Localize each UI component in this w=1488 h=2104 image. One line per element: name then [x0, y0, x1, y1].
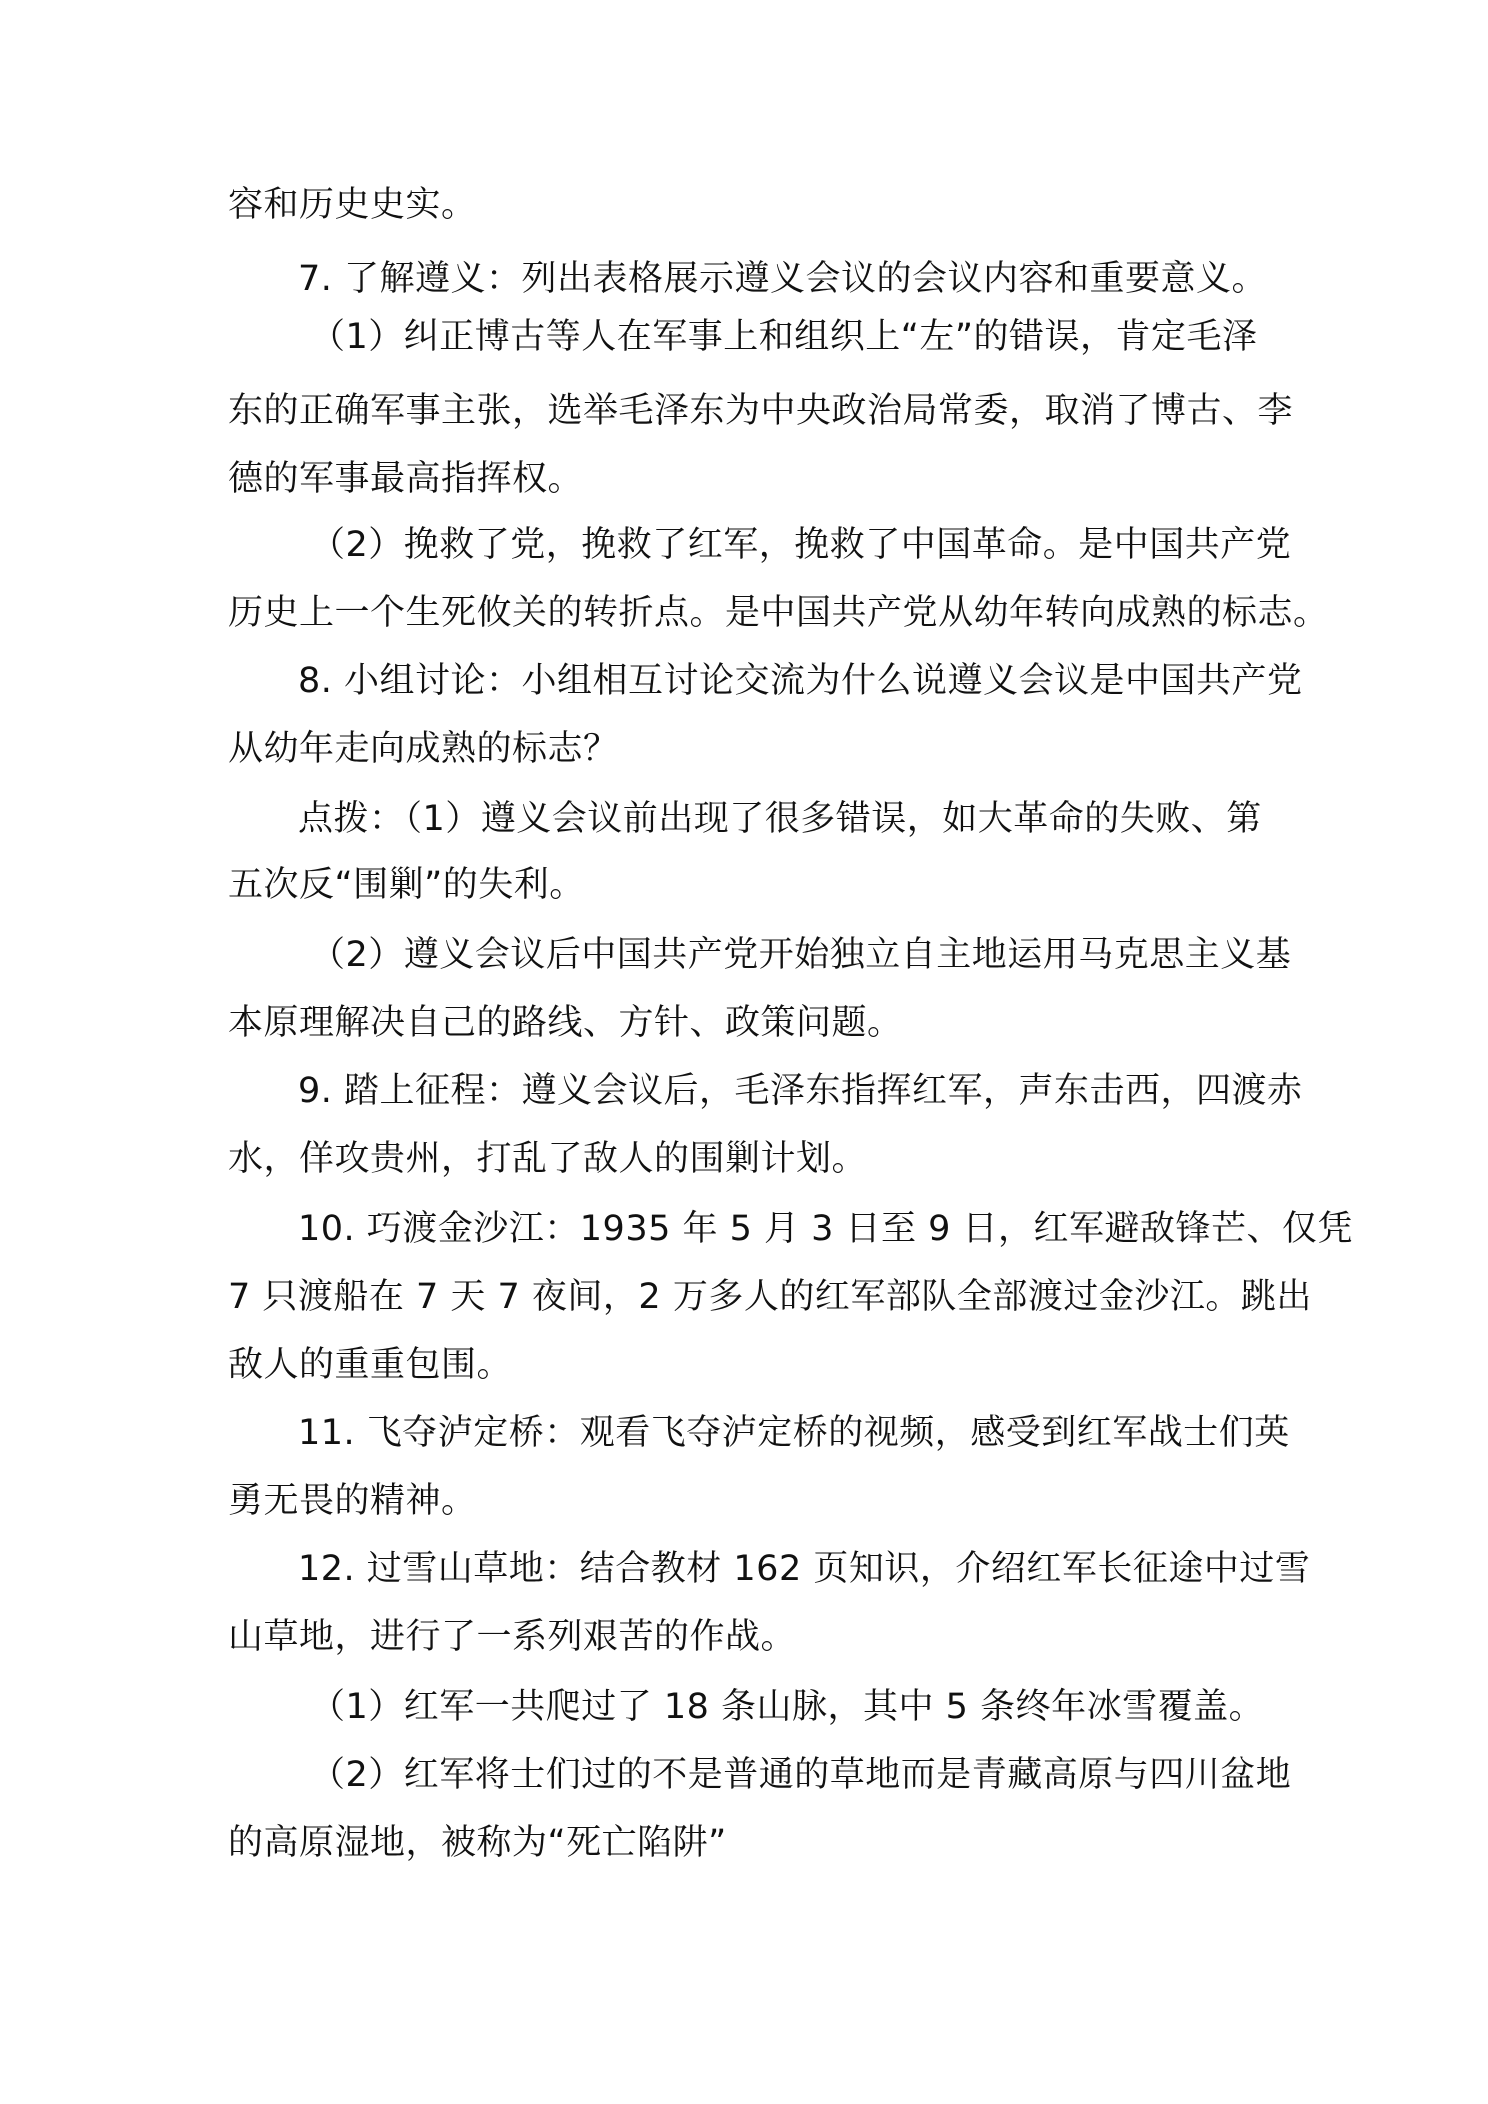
text-line: 12. 过雪山草地：结合教材 162 页知识，介绍红军长征途中过雪 [298, 1549, 1311, 1589]
text-line: 本原理解决自己的路线、方针、政策问题。 [228, 1003, 903, 1043]
text-line: 德的军事最高指挥权。 [228, 459, 584, 499]
text-line: 容和历史史实。 [228, 185, 477, 225]
text-line: 勇无畏的精神。 [228, 1481, 477, 1521]
text-line: 11. 飞夺泸定桥：观看飞夺泸定桥的视频，感受到红军战士们英 [298, 1413, 1290, 1453]
text-line: 从幼年走向成熟的标志？ [228, 729, 619, 769]
text-line: （1）纠正博古等人在军事上和组织上“左”的错误，肯定毛泽 [310, 317, 1258, 357]
text-line: （2）遵义会议后中国共产党开始独立自主地运用马克思主义基 [310, 935, 1292, 975]
text-line: 水，佯攻贵州，打乱了敌人的围剿计划。 [228, 1139, 868, 1179]
text-line: 10. 巧渡金沙江：1935 年 5 月 3 日至 9 日，红军避敌锋芒、仅凭 [298, 1209, 1354, 1249]
text-line: （1）红军一共爬过了 18 条山脉，其中 5 条终年冰雪覆盖。 [310, 1687, 1265, 1727]
text-line: 9. 踏上征程：遵义会议后，毛泽东指挥红军，声东击西，四渡赤 [298, 1071, 1303, 1111]
text-line: 8. 小组讨论：小组相互讨论交流为什么说遵义会议是中国共产党 [298, 661, 1303, 701]
text-line: 的高原湿地，被称为“死亡陷阱” [228, 1823, 727, 1863]
text-line: 历史上一个生死攸关的转折点。是中国共产党从幼年转向成熟的标志。 [228, 593, 1329, 633]
text-line: 山草地，进行了一系列艰苦的作战。 [228, 1617, 797, 1657]
text-line: 7 只渡船在 7 天 7 夜间，2 万多人的红军部队全部渡过金沙江。跳出 [228, 1277, 1312, 1317]
text-line: 点拨：（1）遵义会议前出现了很多错误，如大革命的失败、第 [298, 799, 1262, 839]
text-line: （2）红军将士们过的不是普通的草地而是青藏高原与四川盆地 [310, 1755, 1292, 1795]
text-line: （2）挽救了党，挽救了红军，挽救了中国革命。是中国共产党 [310, 525, 1292, 565]
text-line: 敌人的重重包围。 [228, 1345, 513, 1385]
text-line: 7. 了解遵义：列出表格展示遵义会议的会议内容和重要意义。 [298, 259, 1268, 299]
text-line: 东的正确军事主张，选举毛泽东为中央政治局常委，取消了博古、李 [228, 391, 1294, 431]
text-line: 五次反“围剿”的失利。 [228, 865, 585, 905]
